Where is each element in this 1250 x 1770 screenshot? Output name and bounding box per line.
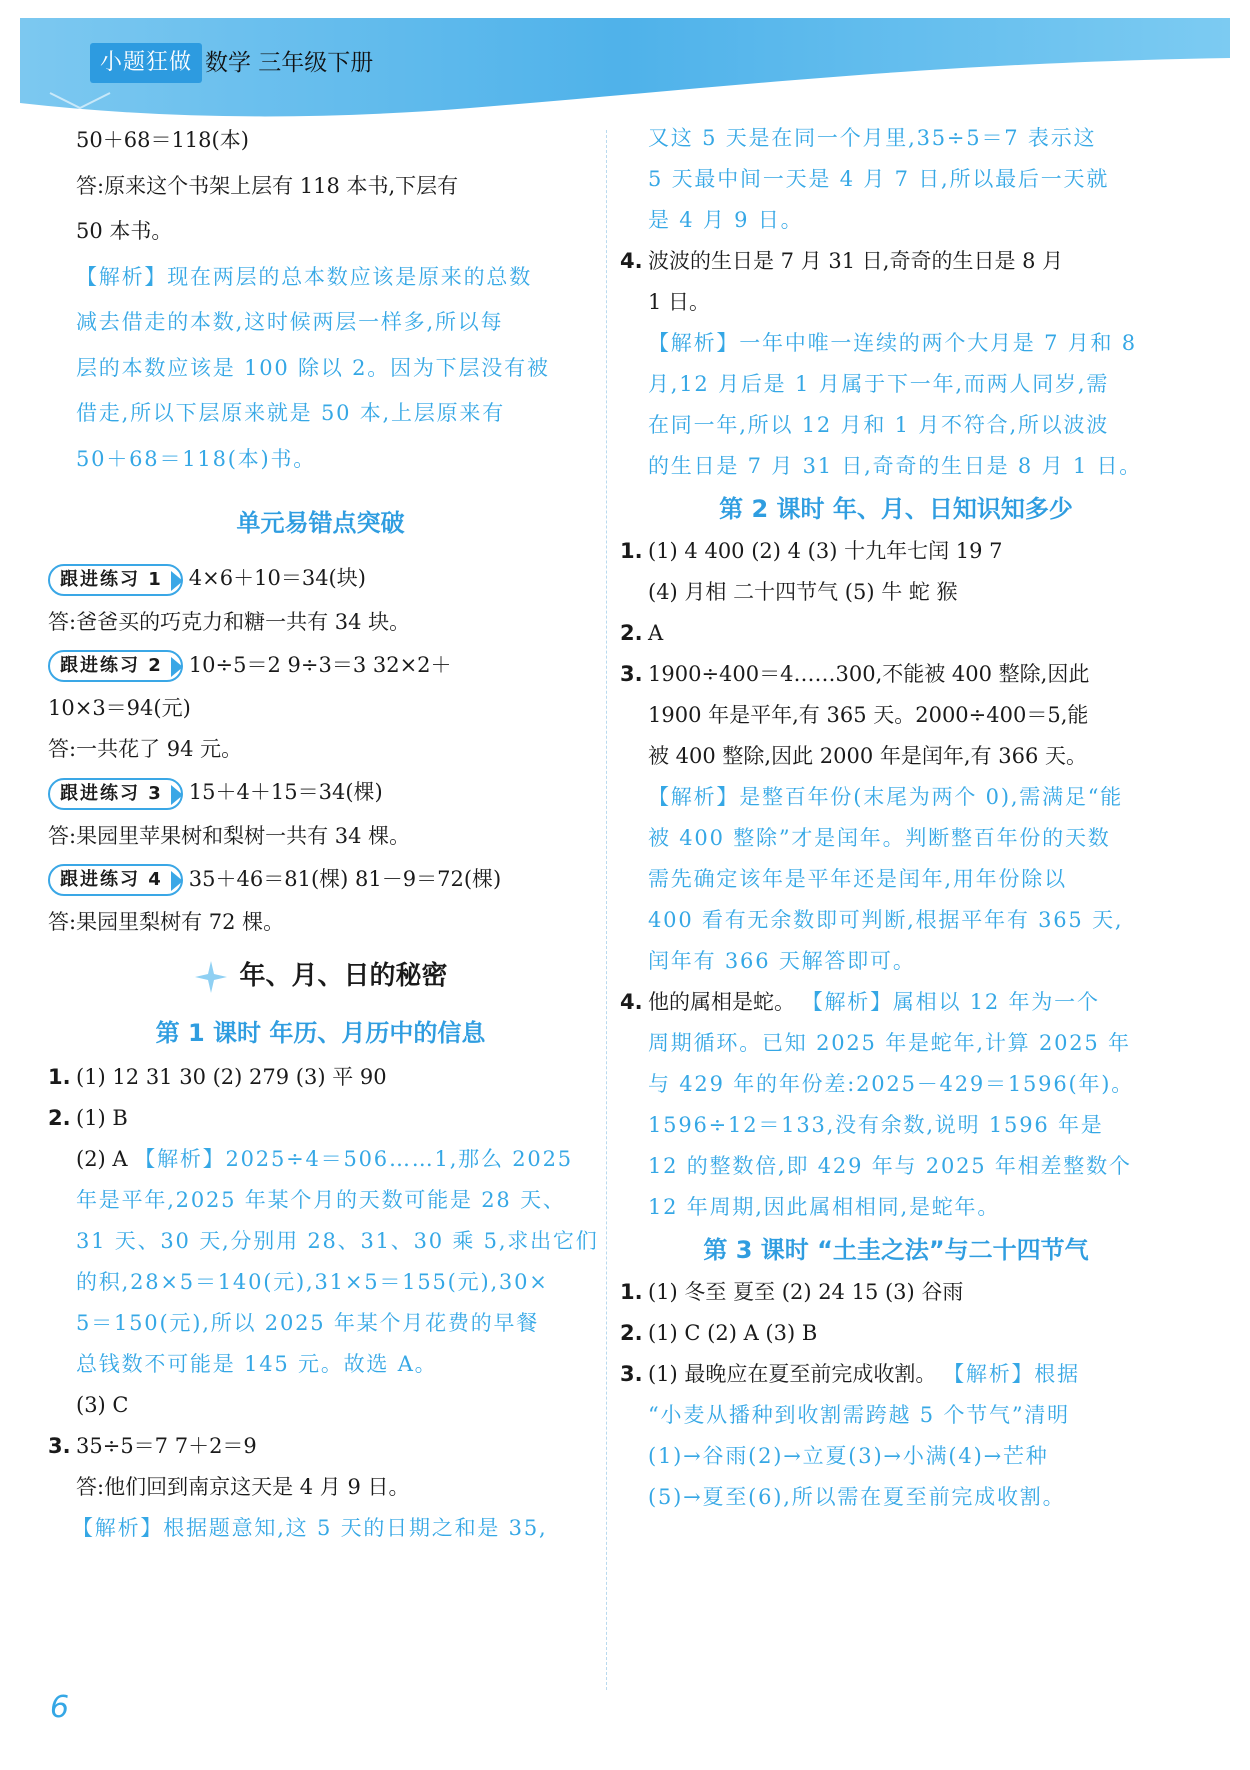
analysis-line: 需先确定该年是平年还是闰年,用年份除以	[648, 867, 1067, 891]
text-line: 50＋68＝118(本)	[76, 128, 249, 152]
practice-1	[48, 556, 593, 602]
analysis-line: 层的本数应该是 100 除以 2。因为下层没有被	[76, 355, 550, 380]
practice-text: 4×6＋10＝34(块)	[188, 566, 366, 590]
analysis-line: 与 429 年的年份差:2025－429＝1596(年)。	[648, 1072, 1135, 1096]
analysis-line: 的积,28×5＝140(元),31×5＝155(元),30×	[76, 1270, 549, 1294]
analysis-line: 减去借走的本数,这时候两层一样多,所以每	[76, 310, 504, 334]
practice-4	[48, 857, 593, 903]
practice-text: 35＋46＝81(棵) 81－9＝72(棵)	[188, 866, 502, 891]
sparkle-icon	[193, 959, 229, 995]
text-line: 答:果园里苹果树和梨树一共有 34 棵。	[48, 823, 411, 848]
analysis-line: 年是平年,2025 年某个月的天数可能是 28 天、	[76, 1188, 566, 1212]
analysis-line: 又这 5 天是在同一个月里,35÷5＝7 表示这	[648, 126, 1097, 150]
section-heading-mistakes: 单元易错点突破	[236, 509, 405, 537]
left-column	[48, 118, 599, 1549]
analysis-line: 是 4 月 9 日。	[648, 208, 804, 232]
analysis-line: 5＝150(元),所以 2025 年某个月花费的早餐	[76, 1311, 540, 1335]
unit-title-text: 年、月、日的秘密	[239, 961, 448, 991]
analysis-line: 31 天、30 天,分别用 28、31、30 乘 5,求出它们	[76, 1229, 599, 1253]
practice-badge: 跟进练习 3	[48, 778, 183, 810]
analysis-line: 总钱数不可能是 145 元。故选 A。	[76, 1352, 438, 1376]
text-line: 答:一共花了 94 元。	[48, 737, 243, 761]
analysis-line: (5)→夏至(6),所以需在夏至前完成收割。	[648, 1485, 1066, 1509]
analysis-line: 在同一年,所以 12 月和 1 月不符合,所以波波	[648, 413, 1110, 437]
analysis-line: 12 的整数倍,即 429 年与 2025 年相差整数个	[648, 1154, 1132, 1178]
practice-badge: 跟进练习 4	[48, 864, 183, 896]
analysis-line: 【解析】一年中唯一连续的两个大月是 7 月和 8	[648, 331, 1137, 355]
analysis-line: 50＋68＝118(本)书。	[76, 446, 317, 471]
analysis-line: 借走,所以下层原来就是 50 本,上层原来有	[76, 401, 506, 425]
brand-label: 小题狂做	[90, 43, 202, 83]
question-1: 1. (1) 12 31 30 (2) 279 (3) 平 90	[48, 1065, 387, 1089]
analysis-line: 的生日是 7 月 31 日,奇奇的生日是 8 月 1 日。	[648, 454, 1143, 478]
analysis-line: 闰年有 366 天解答即可。	[648, 949, 916, 973]
analysis-line: 月,12 月后是 1 月属于下一年,而两人同岁,需	[648, 372, 1110, 396]
text-line: 答:原来这个书架上层有 118 本书,下层有	[76, 173, 459, 198]
analysis-line: 周期循环。已知 2025 年是蛇年,计算 2025 年	[648, 1031, 1131, 1055]
column-divider	[606, 130, 607, 1690]
question-4: 4. 波波的生日是 7 月 31 日,奇奇的生日是 8 月	[620, 249, 1064, 273]
lesson-3-heading: 第 3 课时 “土圭之法”与二十四节气	[703, 1236, 1089, 1264]
text-line: 1900 年是平年,有 365 天。2000÷400＝5,能	[648, 703, 1089, 727]
analysis-line: 400 看有无余数即可判断,根据平年有 365 天,	[648, 908, 1124, 932]
lesson-1-heading: 第 1 课时 年历、月历中的信息	[155, 1019, 486, 1047]
practice-text: 15＋4＋15＝34(棵)	[188, 780, 383, 804]
text-line: 答:他们回到南京这天是 4 月 9 日。	[76, 1475, 410, 1499]
question-4: 4. 他的属相是蛇。 【解析】属相以 12 年为一个	[620, 990, 1100, 1014]
text-line: 答:爸爸买的巧克力和糖一共有 34 块。	[48, 609, 411, 634]
analysis-line: (1)→谷雨(2)→立夏(3)→小满(4)→芒种	[648, 1444, 1049, 1468]
practice-badge: 跟进练习 1	[48, 564, 183, 596]
text-line: 10×3＝94(元)	[48, 696, 191, 720]
text-line: 答:果园里梨树有 72 棵。	[48, 910, 285, 934]
text-line: (3) C	[76, 1393, 129, 1417]
analysis-line: 【解析】根据题意知,这 5 天的日期之和是 35,	[72, 1516, 548, 1540]
question-2: 2. (1) B	[48, 1106, 128, 1130]
question-3: 3. (1) 最晚应在夏至前完成收割。 【解析】根据	[620, 1362, 1080, 1386]
question-2: 2. A	[620, 621, 664, 645]
practice-text: 10÷5＝2 9÷3＝3 32×2＋	[188, 652, 452, 677]
analysis-line: “小麦从播种到收割需跨越 5 个节气”清明	[648, 1403, 1070, 1427]
practice-2	[48, 643, 593, 689]
analysis-line: 5 天最中间一天是 4 月 7 日,所以最后一天就	[648, 167, 1110, 191]
question-3: 3. 1900÷400＝4……300,不能被 400 整除,因此	[620, 662, 1090, 686]
analysis-line: 12 年周期,因此属相相同,是蛇年。	[648, 1195, 1001, 1219]
subject-title: 数学 三年级下册	[205, 50, 374, 76]
question-2: 2. (1) C (2) A (3) B	[620, 1321, 818, 1345]
question-3: 3. 35÷5＝7 7＋2＝9	[48, 1434, 257, 1458]
text-line: 50 本书。	[76, 219, 173, 243]
practice-badge: 跟进练习 2	[48, 650, 183, 682]
analysis-line: 1596÷12＝133,没有余数,说明 1596 年是	[648, 1113, 1104, 1137]
text-line: (2) A 【解析】2025÷4＝506……1,那么 2025	[76, 1147, 573, 1171]
text-line: 1 日。	[648, 290, 711, 314]
question-1: 1. (1) 4 400 (2) 4 (3) 十九年七闰 19 7	[620, 539, 1003, 563]
text-line: (4) 月相 二十四节气 (5) 牛 蛇 猴	[648, 580, 958, 604]
analysis-line: 【解析】现在两层的总本数应该是原来的总数	[76, 264, 532, 289]
text-line: 被 400 整除,因此 2000 年是闰年,有 366 天。	[648, 744, 1088, 768]
analysis-line: 被 400 整除”才是闰年。判断整百年份的天数	[648, 826, 1111, 850]
right-column	[620, 118, 1172, 1518]
page-number: 6	[50, 1690, 70, 1725]
unit-title	[48, 943, 593, 1009]
practice-3	[48, 770, 593, 816]
lesson-2-heading: 第 2 课时 年、月、日知识知多少	[719, 495, 1073, 523]
analysis-line: 【解析】是整百年份(末尾为两个 0),需满足“能	[648, 785, 1124, 809]
question-1: 1. (1) 冬至 夏至 (2) 24 15 (3) 谷雨	[620, 1280, 964, 1304]
